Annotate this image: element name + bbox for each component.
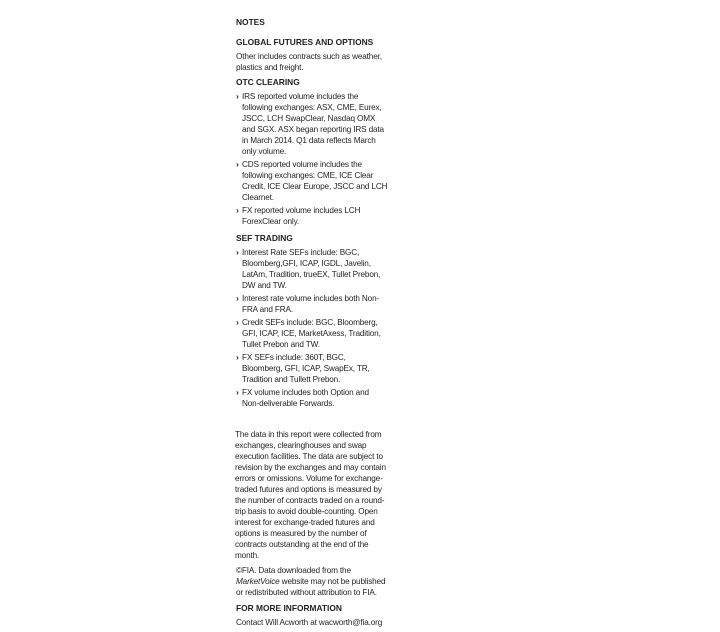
- otc-clearing-list: [236, 91, 388, 227]
- list-item-text: FX volume includes both Option and Non-deliverable Forwards.: [242, 388, 369, 408]
- list-item-text: Interest rate volume includes both Non-FRA and FRA.: [242, 294, 380, 314]
- marketvoice-name: MarketVoice: [236, 577, 280, 586]
- copyright-after: website may not be published or redistributed without attribution to FIA.: [236, 577, 386, 597]
- sef-trading-list: [236, 247, 388, 409]
- chevron-right-icon: ›: [236, 352, 239, 362]
- global-futures-text: Other includes contracts such as weather, plastics and freight.: [236, 52, 382, 72]
- chevron-right-icon: ›: [236, 91, 239, 101]
- list-item-text: FX SEFs include: 360T, BGC, Bloomberg, GFI, ICAP, SwapEx, TR, Tradition and Tullett Prebon.: [242, 353, 370, 384]
- more-info-heading: FOR MORE INFORMATION: [236, 603, 342, 613]
- chevron-right-icon: ›: [236, 387, 239, 397]
- copyright-before: ©FIA. Data downloaded from the: [236, 566, 351, 575]
- list-item: [236, 91, 388, 157]
- list-item: [236, 317, 388, 350]
- copyright-text: [236, 565, 388, 598]
- global-futures-heading: GLOBAL FUTURES AND OPTIONS: [236, 37, 374, 47]
- disclaimer-text: The data in this report were collected from exchanges, clearinghouses and swap execution facilities. The data are subject to revision by the exchanges and may contain errors or omissions. Volume for exchange-traded futures and options is measured by the number of contracts traded on a round-trip basis to avoid double-counting. Open interest for exchange-traded futures and options is measured by the number of contracts outstanding at the end of the month.: [235, 430, 386, 560]
- list-item: [236, 205, 388, 227]
- list-item-text: Credit SEFs include: BGC, Bloomberg, GFI, ICAP, ICE, MarketAxess, Tradition, Tullet Prebon and TW.: [242, 318, 381, 349]
- list-item-text: FX reported volume includes LCH ForexClear only.: [242, 206, 361, 226]
- chevron-right-icon: ›: [236, 293, 239, 303]
- contact-text: Contact Will Acworth at wacworth@fia.org: [236, 618, 383, 627]
- list-item: [236, 293, 388, 315]
- list-item-text: Interest Rate SEFs include: BGC, Bloomberg,GFI, ICAP, IGDL, Javelin, LatAm, Tradition, trueEX, Tullet Prebon, DW and TW.: [242, 248, 381, 290]
- list-item: [236, 352, 388, 385]
- chevron-right-icon: ›: [236, 317, 239, 327]
- sef-trading-heading: SEF TRADING: [236, 233, 293, 243]
- chevron-right-icon: ›: [236, 205, 239, 215]
- list-item-text: IRS reported volume includes the following exchanges: ASX, CME, Eurex, JSCC, LCH SwapClear, Nasdaq OMX and SGX. ASX began reporting IRS data in March 2014. Q1 data reflects March only volume.: [242, 92, 384, 156]
- list-item-text: CDS reported volume includes the following exchanges: CME, ICE Clear Credit, ICE Clear Europe, JSCC and LCH Clearnet.: [242, 160, 388, 202]
- list-item: [236, 159, 388, 203]
- otc-clearing-heading: OTC CLEARING: [236, 77, 300, 87]
- notes-heading: NOTES: [236, 17, 265, 27]
- chevron-right-icon: ›: [236, 247, 239, 257]
- chevron-right-icon: ›: [236, 159, 239, 169]
- notes-column: [236, 17, 388, 632]
- list-item: [236, 387, 388, 409]
- list-item: [236, 247, 388, 291]
